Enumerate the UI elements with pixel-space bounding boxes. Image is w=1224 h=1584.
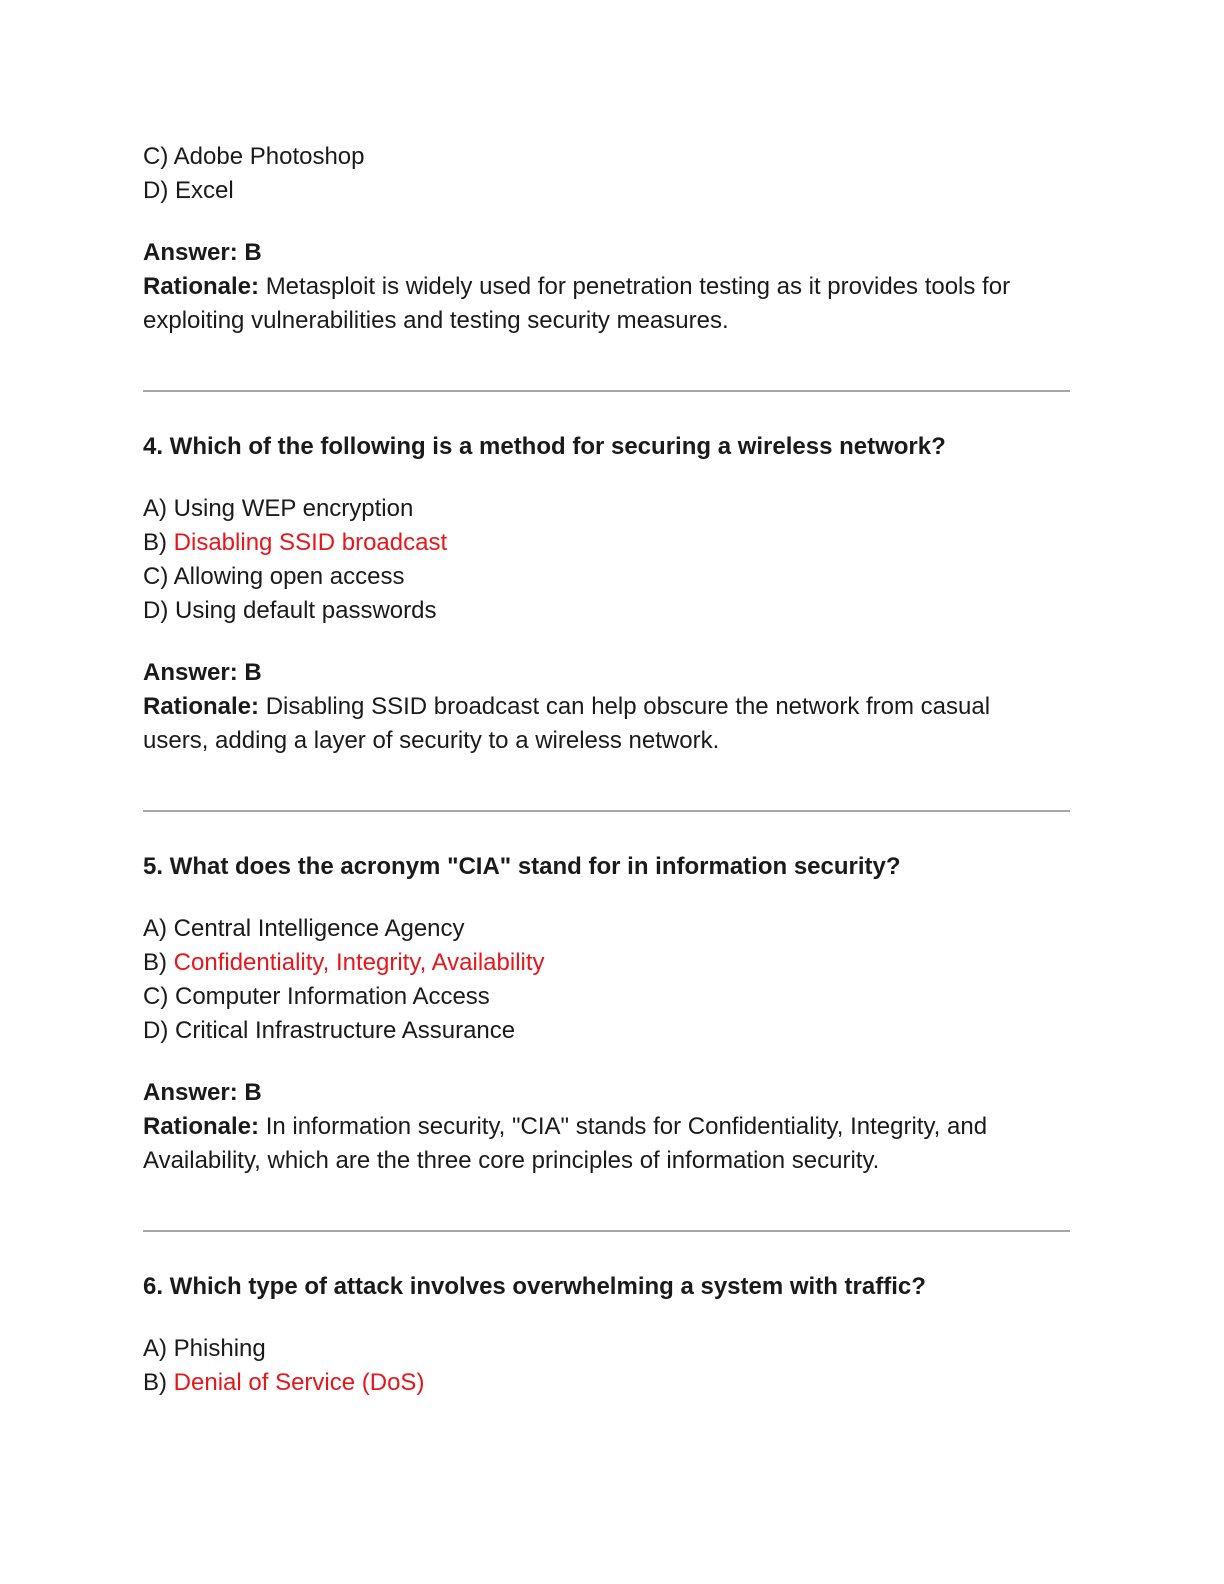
rationale-label: Rationale:: [143, 273, 260, 300]
answer-value: B: [244, 659, 262, 686]
option-letter: D): [143, 1017, 169, 1044]
option-text-correct: Disabling SSID broadcast: [173, 529, 448, 556]
option-a: [143, 912, 1073, 946]
option-text: Adobe Photoshop: [173, 143, 365, 170]
question-title: 4. Which of the following is a method for securing a wireless network?: [143, 433, 946, 460]
answer-value: B: [244, 239, 262, 266]
answer-label: Answer:: [143, 659, 238, 686]
question-6-section: [143, 1270, 1073, 1400]
option-text: Phishing: [173, 1335, 266, 1362]
rationale-text: Disabling SSID broadcast can help obscure the network from casual users, adding a layer of security to a wireless network.: [143, 693, 991, 754]
option-a: [143, 1332, 1073, 1366]
question-3-section: [143, 140, 1073, 338]
answer-line: [143, 656, 1073, 690]
section-divider: [143, 390, 1070, 392]
option-c: [143, 140, 1073, 174]
option-text-correct: Confidentiality, Integrity, Availability: [173, 949, 545, 976]
option-letter: D): [143, 597, 169, 624]
option-c: [143, 980, 1073, 1014]
option-b: [143, 1366, 1073, 1400]
option-c: [143, 560, 1073, 594]
option-b: [143, 526, 1073, 560]
option-letter: C): [143, 143, 169, 170]
option-d: [143, 1014, 1073, 1048]
option-letter: C): [143, 983, 169, 1010]
question-title: 6. Which type of attack involves overwhelming a system with traffic?: [143, 1273, 926, 1300]
rationale: [143, 1110, 1043, 1178]
option-letter: C): [143, 563, 169, 590]
rationale: [143, 690, 1043, 758]
rationale-label: Rationale:: [143, 693, 260, 720]
option-text: Using default passwords: [175, 597, 437, 624]
option-text-correct: Denial of Service (DoS): [173, 1369, 425, 1396]
option-d: [143, 174, 1073, 208]
option-letter: B): [143, 529, 167, 556]
option-text: Computer Information Access: [175, 983, 490, 1010]
question-5-section: [143, 850, 1073, 1178]
option-letter: A): [143, 915, 167, 942]
section-divider: [143, 810, 1070, 812]
document-page: [143, 140, 1073, 1400]
answer-label: Answer:: [143, 239, 238, 266]
option-text: Allowing open access: [173, 563, 405, 590]
answer-value: B: [244, 1079, 262, 1106]
answer-line: [143, 236, 1073, 270]
option-text: Central Intelligence Agency: [173, 915, 465, 942]
option-letter: A): [143, 495, 167, 522]
option-letter: A): [143, 1335, 167, 1362]
question-title: 5. What does the acronym "CIA" stand for in information security?: [143, 853, 901, 880]
rationale: [143, 270, 1043, 338]
option-text: Using WEP encryption: [173, 495, 414, 522]
option-d: [143, 594, 1073, 628]
option-text: Critical Infrastructure Assurance: [175, 1017, 516, 1044]
option-letter: D): [143, 177, 169, 204]
rationale-text: Metasploit is widely used for penetration testing as it provides tools for exploiting vulnerabilities and testing security measures.: [143, 273, 1011, 334]
rationale-text: In information security, "CIA" stands for Confidentiality, Integrity, and Availability, which are the three core principles of information security.: [143, 1113, 988, 1174]
rationale-label: Rationale:: [143, 1113, 260, 1140]
option-a: [143, 492, 1073, 526]
option-b: [143, 946, 1073, 980]
question-4-section: [143, 430, 1073, 758]
answer-line: [143, 1076, 1073, 1110]
answer-label: Answer:: [143, 1079, 238, 1106]
section-divider: [143, 1230, 1070, 1232]
option-text: Excel: [175, 177, 234, 204]
option-letter: B): [143, 1369, 167, 1396]
option-letter: B): [143, 949, 167, 976]
